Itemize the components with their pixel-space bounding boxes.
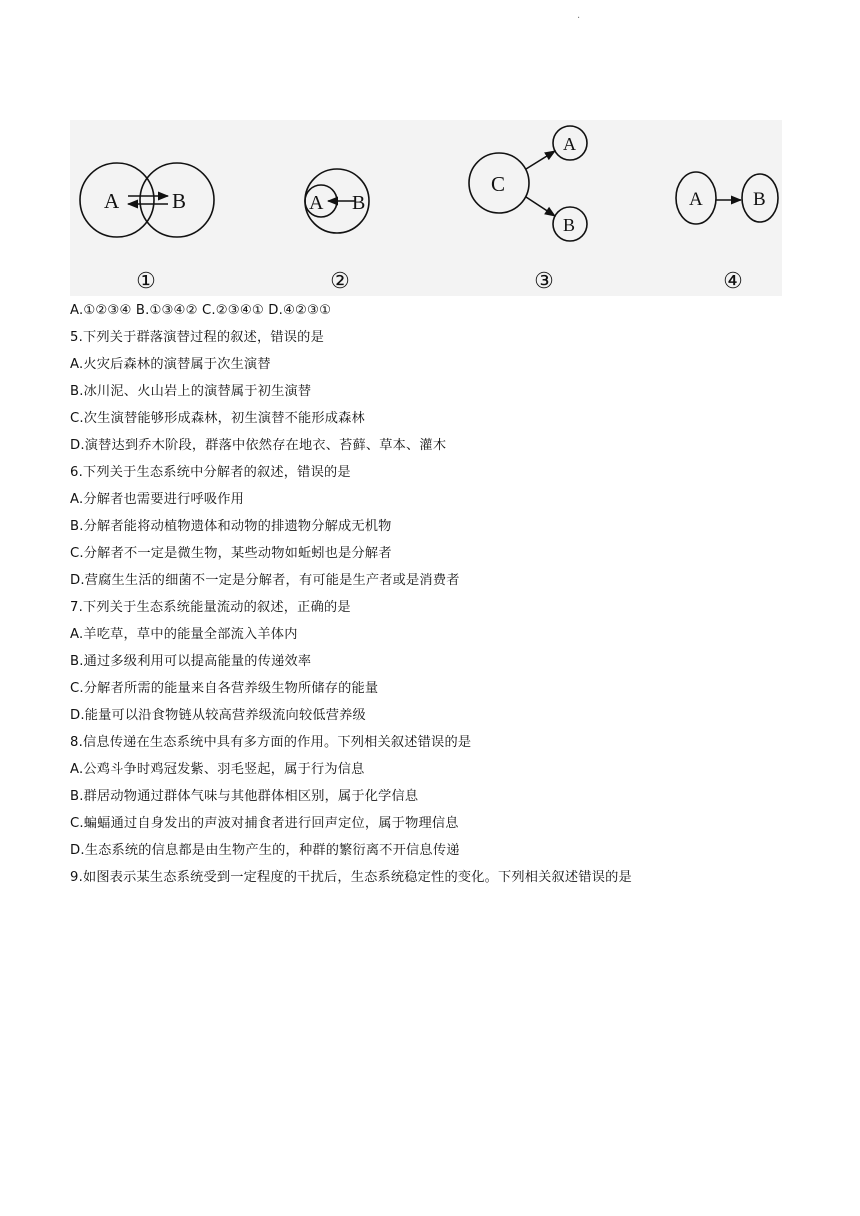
panel-4-label-a: A (689, 189, 703, 210)
panel-1-label-b: B (172, 189, 187, 213)
q8-option-a: A.公鸡斗争时鸡冠发紫、羽毛竖起，属于行为信息 (70, 762, 365, 777)
q8-option-d: D.生态系统的信息都是由生物产生的，种群的繁衍离不开信息传递 (70, 843, 460, 858)
q8-option-b: B.群居动物通过群体气味与其他群体相区别，属于化学信息 (70, 789, 419, 804)
q7-option-d: D.能量可以沿食物链从较高营养级流向较低营养级 (70, 708, 366, 723)
panel-2-label-b: B (352, 192, 366, 214)
q6-option-c: C.分解者不一定是微生物，某些动物如蚯蚓也是分解者 (70, 546, 392, 561)
panel-2-parasitism-diagram (305, 169, 369, 293)
panel-3-label-a: A (563, 134, 576, 154)
q9-stem: 9.如图表示某生态系统受到一定程度的干扰后，生态系统稳定性的变化。下列相关叙述错误的是 (70, 870, 632, 885)
panel-1-numeral: ① (136, 268, 156, 293)
q7-option-b: B.通过多级利用可以提高能量的传递效率 (70, 654, 312, 669)
panel-2-label-a: A (309, 192, 324, 214)
q6-stem: 6.下列关于生态系统中分解者的叙述，错误的是 (70, 465, 351, 480)
panel-4-predation-diagram (676, 172, 778, 293)
arrow-c-to-b (526, 197, 555, 216)
q5-option-c: C.次生演替能够形成森林，初生演替不能形成森林 (70, 411, 365, 426)
q7-option-c: C.分解者所需的能量来自各营养级生物所储存的能量 (70, 681, 379, 696)
panel-3-label-b: B (563, 215, 576, 235)
panel-1-competition-diagram (80, 163, 214, 293)
q5-stem: 5.下列关于群落演替过程的叙述，错误的是 (70, 330, 324, 345)
q8-stem: 8.信息传递在生态系统中具有多方面的作用。下列相关叙述错误的是 (70, 735, 472, 750)
panel-3-label-c: C (491, 172, 506, 196)
relationship-figure (70, 120, 782, 296)
q5-option-b: B.冰川泥、火山岩上的演替属于初生演替 (70, 384, 312, 399)
arrow-c-to-a (526, 151, 555, 169)
panel-3-numeral: ③ (534, 268, 554, 293)
panel-3-branching-diagram (469, 126, 587, 293)
q7-option-a: A.羊吃草，草中的能量全部流入羊体内 (70, 627, 298, 642)
q6-option-a: A.分解者也需要进行呼吸作用 (70, 492, 245, 507)
q5-option-d: D.演替达到乔木阶段，群落中依然存在地衣、苔藓、草本、灌木 (70, 438, 447, 453)
question-text (70, 297, 830, 891)
panel-4-label-b: B (753, 189, 766, 210)
q6-option-b: B.分解者能将动植物遗体和动物的排遗物分解成无机物 (70, 519, 392, 534)
header-dot: . (577, 10, 581, 21)
q5-option-a: A.火灾后森林的演替属于次生演替 (70, 357, 271, 372)
panel-2-numeral: ② (330, 268, 350, 293)
q6-option-d: D.营腐生生活的细菌不一定是分解者，有可能是生产者或是消费者 (70, 573, 460, 588)
q4-options: A.①②③④ B.①③④② C.②③④① D.④②③① (70, 303, 332, 318)
q7-stem: 7.下列关于生态系统能量流动的叙述，正确的是 (70, 600, 351, 615)
q8-option-c: C.蝙蝠通过自身发出的声波对捕食者进行回声定位，属于物理信息 (70, 816, 459, 831)
panel-4-numeral: ④ (723, 268, 743, 293)
panel-1-label-a: A (104, 189, 120, 213)
